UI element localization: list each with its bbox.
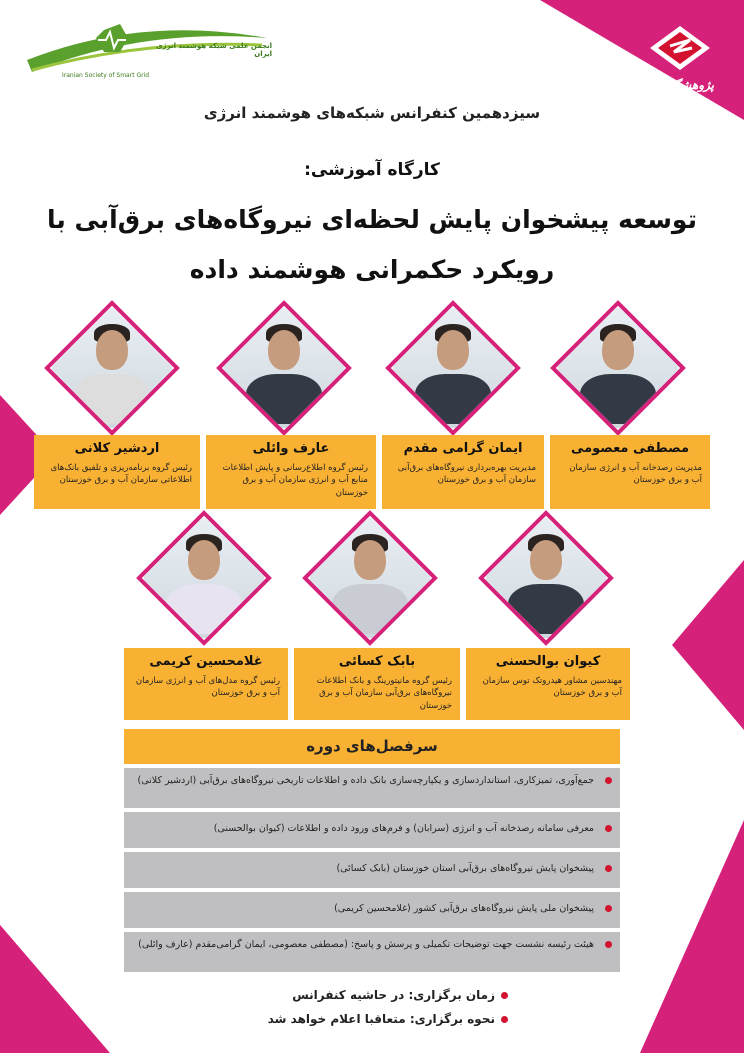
bullet-icon — [605, 941, 612, 948]
speaker-photo — [136, 510, 272, 646]
syllabus-item-text: پیشخوان ملی پایش نیروگاه‌های برق‌آبی کشور (غلامحسین کریمی) — [334, 903, 594, 914]
speaker-card — [206, 435, 376, 509]
speaker-role: مدیریت رصدخانه آب و انرژی سازمان آب و برق خوزستان — [569, 463, 702, 486]
smart-grid-society-logo — [22, 20, 272, 90]
speaker-name: غلامحسین کریمی — [149, 654, 263, 669]
speaker-photo — [302, 510, 438, 646]
syllabus-item-text: هیئت رئیسه نشست جهت توضیحات تکمیلی و پرسش و پاسخ: (مصطفی معصومی، ایمان گرامی‌مقدم (عارف وائلی) — [138, 939, 594, 950]
event-time-text: زمان برگزاری: در حاشیه کنفرانس — [292, 988, 495, 1002]
speaker-card — [550, 435, 710, 509]
speaker-name: عارف وائلی — [252, 441, 330, 456]
niroo-research-logo — [630, 18, 725, 98]
bullet-icon — [605, 905, 612, 912]
bullet-icon — [501, 992, 508, 999]
speaker-role: رئیس گروه مانیتورینگ و بانک اطلاعات نیروگاه‌های برق‌آبی سازمان آب و برق خوزستان — [316, 676, 452, 711]
speaker-role: مدیریت بهره‌برداری نیروگاه‌های برق‌آبی سازمان آب و برق خوزستان — [397, 463, 536, 486]
syllabus-item — [124, 812, 620, 848]
speaker-role: رئیس گروه برنامه‌ریزی و تلفیق بانک‌های اطلاعاتی سازمان آب و برق خوزستان — [50, 463, 192, 486]
right-side-triangle — [672, 560, 744, 730]
niroo-logo-icon — [630, 18, 725, 74]
event-mode — [268, 1012, 508, 1026]
event-time — [292, 988, 508, 1002]
speaker-role: رئیس گروه مدل‌های آب و انرژی سازمان آب و برق خوزستان — [135, 676, 280, 699]
workshop-title-line1: توسعه پیشخوان پایش لحظه‌ای نیروگاه‌های برق‌آبی با — [47, 205, 697, 234]
syllabus-item-text: معرفی سامانه رصدخانه آب و انرژی (سرابان) و فرم‌های ورود داده و اطلاعات (کیوان بوالحسنی) — [213, 823, 594, 834]
speaker-role: مهندسین مشاور هیدروتک توس سازمان آب و برق خوزستان — [482, 676, 622, 699]
speaker-card — [294, 648, 460, 720]
speaker-name: مصطفی معصومی — [570, 441, 690, 456]
syllabus-item-text: جمع‌آوری، تمیزکاری، استانداردسازی و یکپارچه‌سازی بانک داده و اطلاعات تاریخی نیروگاه‌های برق‌آبی (اردشیر کلانی) — [137, 775, 594, 786]
bullet-icon — [605, 825, 612, 832]
workshop-title-line2: رویکرد حکمرانی هوشمند داده — [189, 255, 555, 284]
syllabus-item — [124, 768, 620, 808]
speaker-card — [466, 648, 630, 720]
speaker-photo — [216, 300, 352, 436]
speaker-photo — [44, 300, 180, 436]
smart-grid-logo-text-fa: انجمن علمی شبکه هوشمند انرژی ایران — [156, 42, 272, 58]
speaker-card — [34, 435, 200, 509]
speaker-card — [382, 435, 544, 509]
syllabus-item — [124, 932, 620, 972]
speaker-name: کیوان بوالحسنی — [495, 654, 601, 669]
speaker-name: ایمان گرامی مقدم — [403, 441, 523, 456]
smart-grid-logo-text-en: Iranian Society of Smart Grid — [62, 72, 150, 79]
syllabus-heading: سرفصل‌های دوره — [124, 729, 620, 764]
speaker-name: بابک کسائی — [338, 654, 416, 669]
event-mode-text: نحوه برگزاری: متعاقبا اعلام خواهد شد — [267, 1012, 495, 1026]
bullet-icon — [501, 1016, 508, 1023]
bottom-right-triangle — [640, 820, 744, 1053]
speaker-name: اردشیر کلانی — [74, 441, 160, 456]
speaker-role: رئیس گروه اطلاع‌رسانی و پایش اطلاعات منابع آب و انرژی سازمان آب و برق خوزستان — [222, 463, 368, 498]
speaker-card — [124, 648, 288, 720]
bullet-icon — [605, 865, 612, 872]
speaker-photo — [385, 300, 521, 436]
syllabus-item-text: پیشخوان پایش نیروگاه‌های برق‌آبی استان خوزستان (بابک کسائی) — [336, 863, 594, 874]
syllabus-item — [124, 852, 620, 888]
bottom-left-triangle — [0, 870, 110, 1053]
workshop-label: کارگاه آموزشی: — [304, 160, 440, 180]
niroo-logo-text: پژوهشگاه نیرو — [641, 78, 714, 92]
syllabus-item — [124, 892, 620, 928]
speaker-photo — [550, 300, 686, 436]
speaker-photo — [478, 510, 614, 646]
conference-title: سیزدهمین کنفرانس شبکه‌های هوشمند انرژی — [203, 104, 541, 122]
bullet-icon — [605, 777, 612, 784]
